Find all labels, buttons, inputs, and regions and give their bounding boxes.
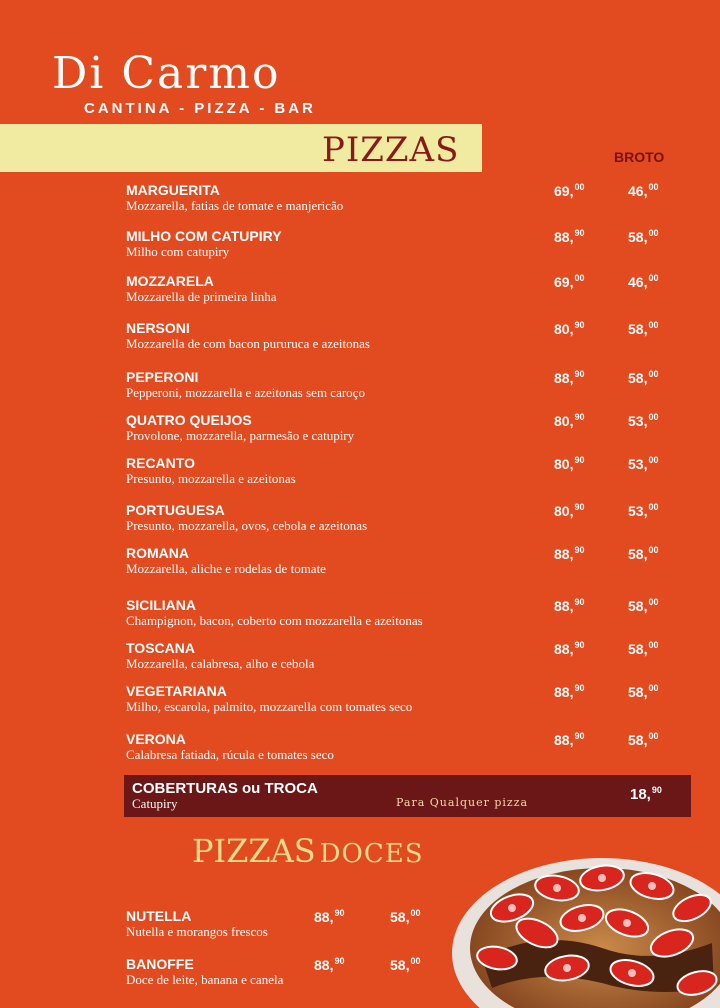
sweet-title-main: PIZZAS xyxy=(192,832,316,870)
item-name: MARGUERITA xyxy=(126,182,220,198)
item-price: 88,90 xyxy=(554,545,585,562)
item-price-broto: 46,00 xyxy=(628,182,659,199)
menu-item xyxy=(126,545,666,576)
item-price-broto: 46,00 xyxy=(628,273,659,290)
section-title: PIZZAS xyxy=(322,130,460,170)
menu-item xyxy=(126,320,666,351)
item-price-broto: 58,00 xyxy=(628,683,659,700)
item-price-broto: 58,00 xyxy=(628,731,659,748)
item-price-broto: 58,00 xyxy=(390,908,421,925)
item-price-broto: 58,00 xyxy=(628,597,659,614)
item-price: 88,90 xyxy=(554,369,585,386)
menu-item xyxy=(126,228,666,259)
item-name: VEGETARIANA xyxy=(126,683,227,699)
item-price: 88,90 xyxy=(554,731,585,748)
item-name: NUTELLA xyxy=(126,908,192,924)
item-name: ROMANA xyxy=(126,545,189,561)
item-name: NERSONI xyxy=(126,320,190,336)
coberturas-desc: Catupiry xyxy=(132,796,178,811)
item-price-broto: 58,00 xyxy=(390,956,421,973)
item-price: 69,00 xyxy=(554,182,585,199)
item-price-broto: 53,00 xyxy=(628,502,659,519)
item-name: BANOFFE xyxy=(126,956,194,972)
item-price: 80,90 xyxy=(554,502,585,519)
sweet-title-small: DOCES xyxy=(319,839,424,869)
item-description: Doce de leite, banana e canela xyxy=(126,972,284,987)
menu-item xyxy=(126,455,666,486)
item-description: Provolone, mozzarella, parmesão e catupiry xyxy=(126,428,355,443)
item-name: MOZZARELA xyxy=(126,273,214,289)
item-price-broto: 58,00 xyxy=(628,320,659,337)
coberturas-price: 18,90 xyxy=(630,785,662,803)
item-name: MILHO COM CATUPIRY xyxy=(126,228,282,244)
brand xyxy=(52,48,316,117)
menu-item xyxy=(126,502,666,533)
item-name: QUATRO QUEIJOS xyxy=(126,412,252,428)
menu-item xyxy=(126,182,666,213)
item-price: 88,90 xyxy=(314,956,345,973)
item-description: Presunto, mozzarella, ovos, cebola e azeitonas xyxy=(126,518,368,533)
coberturas-bar xyxy=(124,775,691,817)
item-price-broto: 53,00 xyxy=(628,455,659,472)
item-description: Presunto, mozzarella e azeitonas xyxy=(126,471,296,486)
item-price: 80,90 xyxy=(554,320,585,337)
item-description: Milho com catupiry xyxy=(126,244,230,259)
item-name: VERONA xyxy=(126,731,186,747)
menu-item xyxy=(126,273,666,304)
item-price-broto: 58,00 xyxy=(628,369,659,386)
item-name: RECANTO xyxy=(126,455,195,471)
item-price: 80,90 xyxy=(554,455,585,472)
item-description: Pepperoni, mozzarella e azeitonas sem caroço xyxy=(126,385,365,400)
item-description: Mozzarella de primeira linha xyxy=(126,289,277,304)
item-price: 88,90 xyxy=(554,597,585,614)
item-name: TOSCANA xyxy=(126,640,195,656)
item-name: PORTUGUESA xyxy=(126,502,225,518)
item-price-broto: 58,00 xyxy=(628,228,659,245)
strawberry-pizza-photo xyxy=(452,848,720,1008)
item-price: 88,90 xyxy=(314,908,345,925)
item-name: SICILIANA xyxy=(126,597,196,613)
brand-subtitle: CANTINA - PIZZA - BAR xyxy=(84,100,316,117)
item-price: 69,00 xyxy=(554,273,585,290)
item-description: Mozzarella, aliche e rodelas de tomate xyxy=(126,561,326,576)
item-description: Mozzarella, fatias de tomate e manjericão xyxy=(126,198,344,213)
item-price: 88,90 xyxy=(554,228,585,245)
item-description: Champignon, bacon, coberto com mozzarella e azeitonas xyxy=(126,613,423,628)
menu-item xyxy=(126,640,666,671)
item-price-broto: 53,00 xyxy=(628,412,659,429)
item-price: 88,90 xyxy=(554,683,585,700)
menu-item xyxy=(126,956,446,987)
item-description: Milho, escarola, palmito, mozzarella com tomates seco xyxy=(126,699,413,714)
item-price-broto: 58,00 xyxy=(628,545,659,562)
item-description: Nutella e morangos frescos xyxy=(126,924,268,939)
sweet-section-title xyxy=(192,832,424,870)
menu-item xyxy=(126,731,666,762)
menu-item xyxy=(126,412,666,443)
item-name: PEPERONI xyxy=(126,369,199,385)
menu-item xyxy=(126,908,446,939)
menu-item xyxy=(126,683,666,714)
item-price: 88,90 xyxy=(554,640,585,657)
menu-item xyxy=(126,369,666,400)
item-description: Mozzarella de com bacon pururuca e azeitonas xyxy=(126,336,370,351)
menu-item xyxy=(126,597,666,628)
item-price: 80,90 xyxy=(554,412,585,429)
item-description: Calabresa fatiada, rúcula e tomates seco xyxy=(126,747,334,762)
brand-name: Di Carmo xyxy=(52,48,281,99)
item-description: Mozzarella, calabresa, alho e cebola xyxy=(126,656,315,671)
coberturas-name: COBERTURAS ou TROCA xyxy=(132,780,318,797)
broto-column-header: BROTO xyxy=(614,149,665,165)
coberturas-note: Para Qualquer pizza xyxy=(396,796,529,809)
item-price-broto: 58,00 xyxy=(628,640,659,657)
